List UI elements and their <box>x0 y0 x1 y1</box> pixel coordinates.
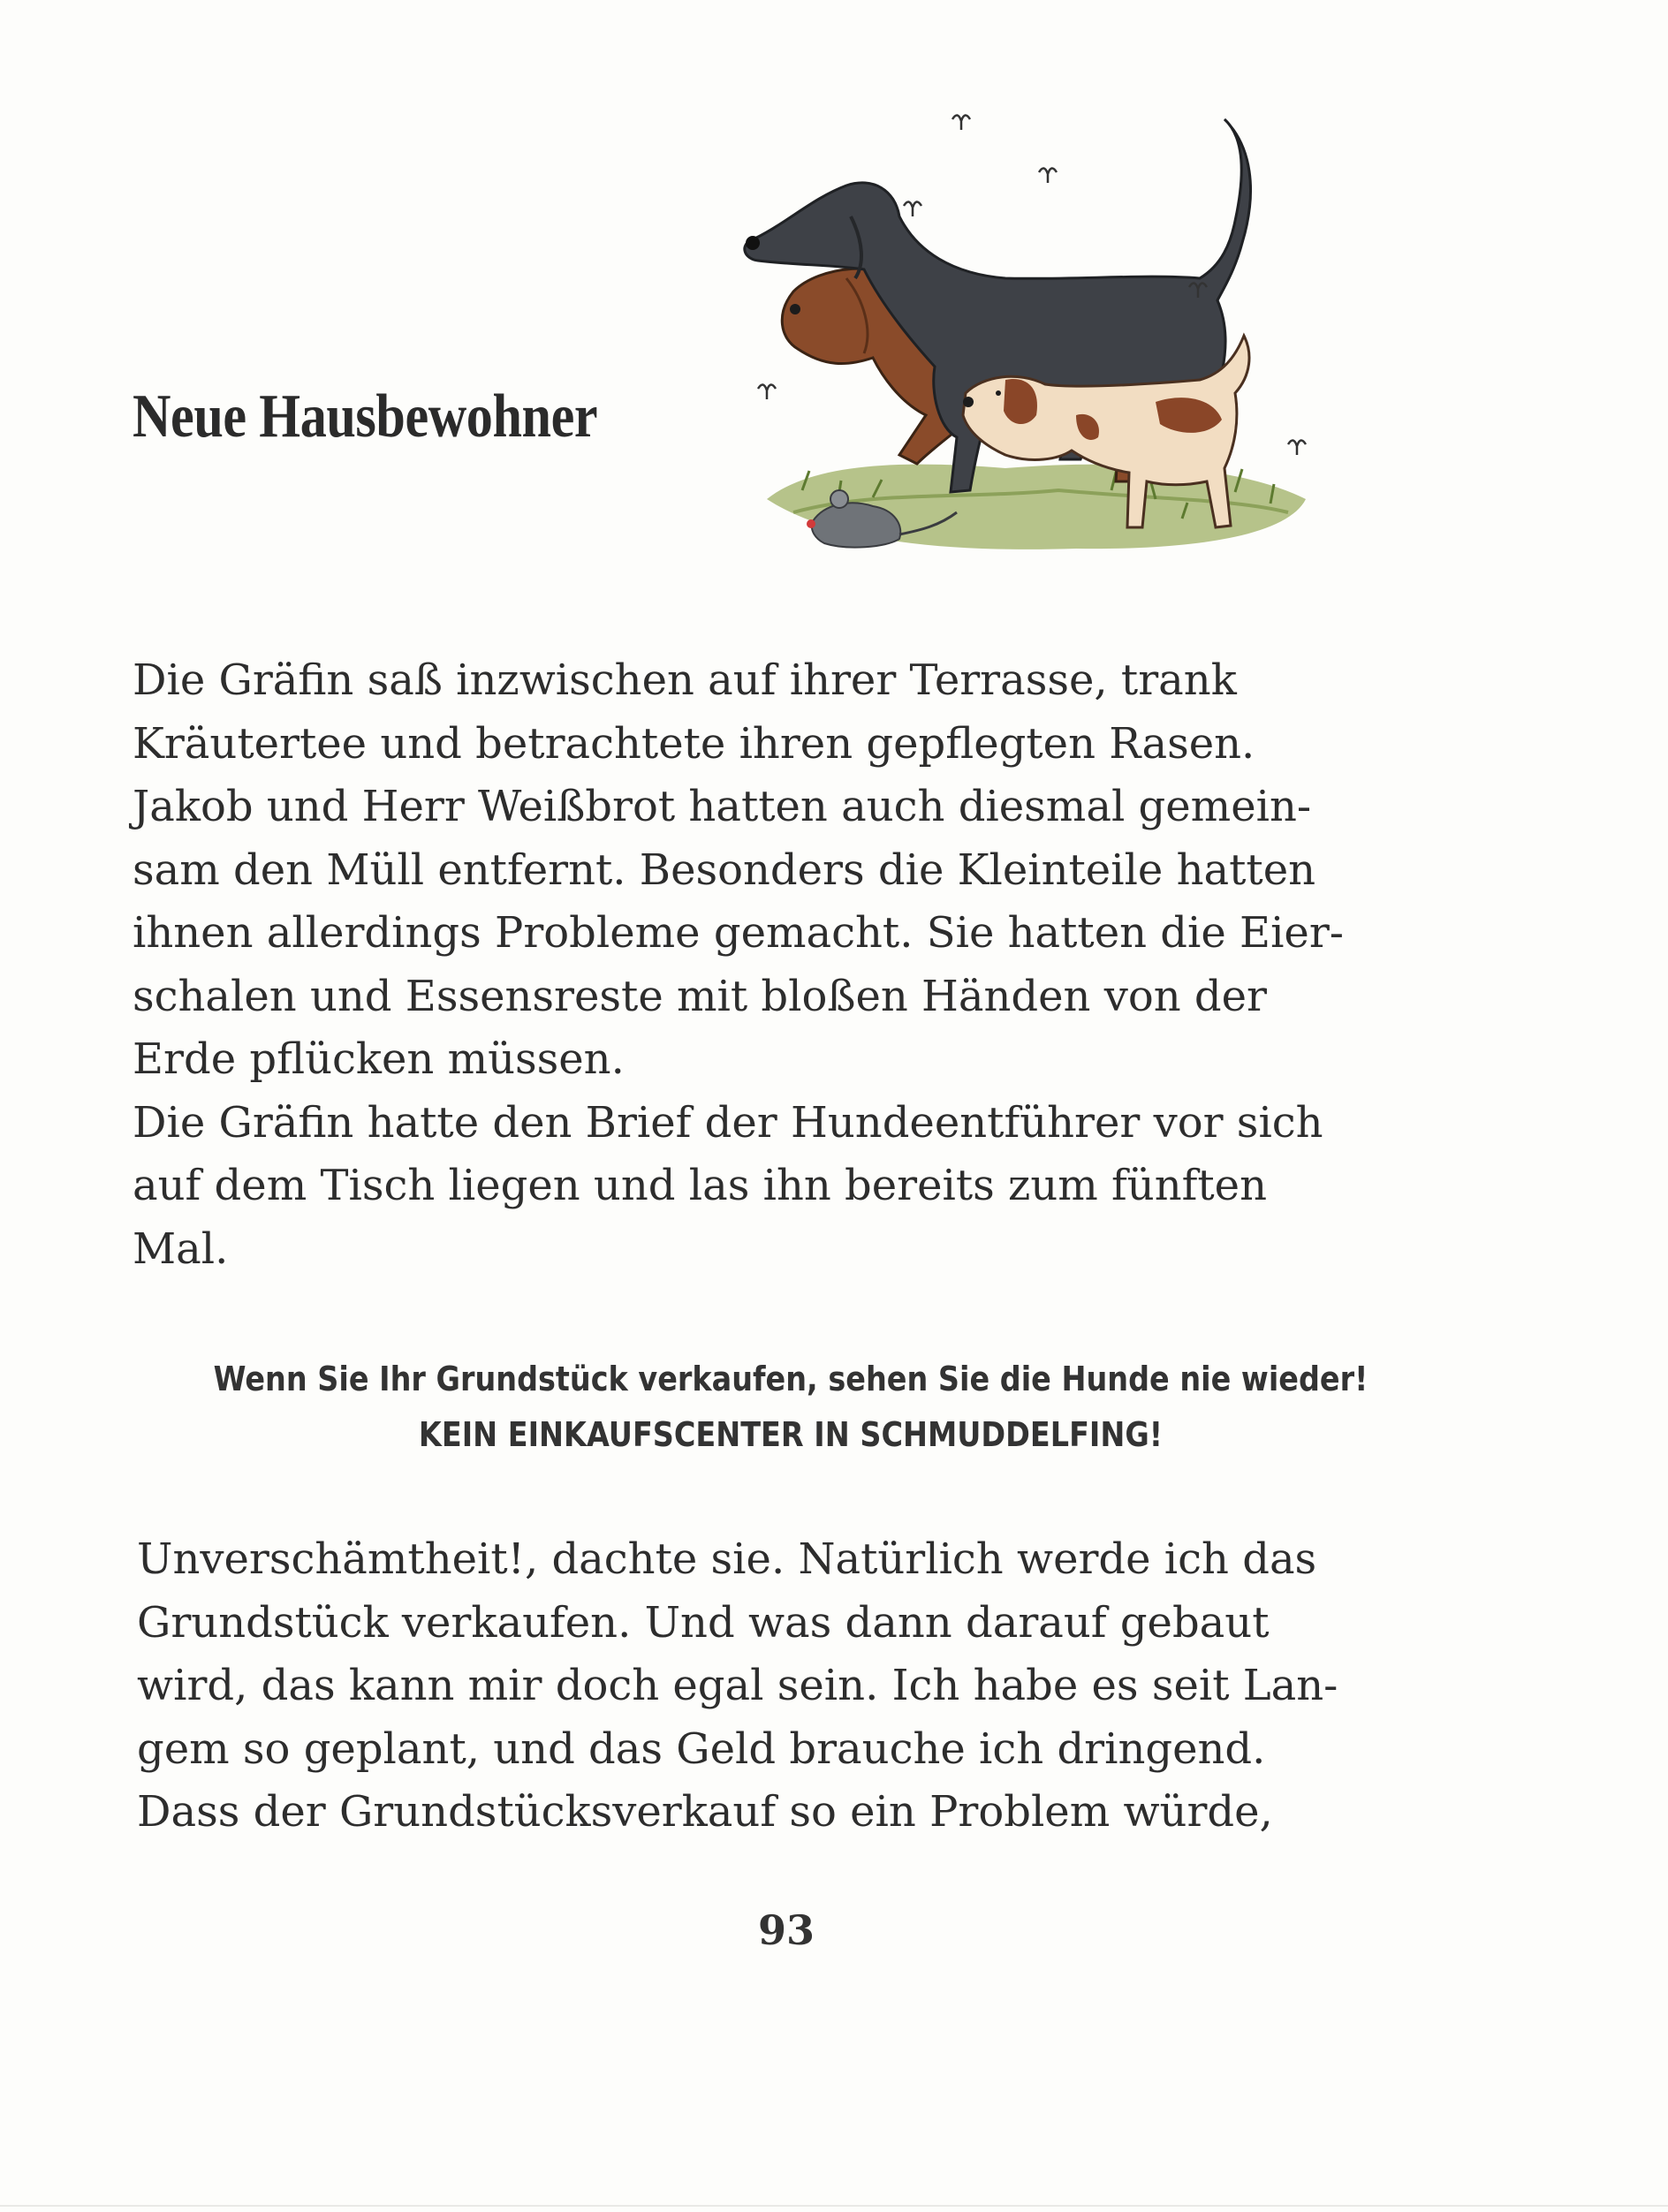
paragraph-line: schalen und Essensreste mit bloßen Händen von der <box>133 971 1267 1021</box>
paragraph-line: Die Gräfin hatte den Brief der Hundeentführer vor sich <box>133 1097 1323 1148</box>
paragraph-line: Erde pflücken müssen. <box>133 1034 625 1084</box>
paragraph-line: sam den Müll entfernt. Besonders die Kleinteile hatten <box>133 845 1316 895</box>
kidnapper-letter <box>133 1352 1449 1463</box>
paragraph-line: gem so geplant, und das Geld brauche ich dringend. <box>137 1723 1266 1774</box>
paragraph-line: ihnen allerdings Probleme gemacht. Sie hatten die Eier- <box>133 908 1344 958</box>
paragraph-line: Mal. <box>133 1223 229 1274</box>
paragraph-line: Jakob und Herr Weißbrot hatten auch diesmal gemein- <box>133 782 1312 831</box>
dogs-and-mouse-illustration <box>740 110 1323 587</box>
page-edge-shadow <box>0 2205 1668 2207</box>
paragraph-line: Die Gräfin saß inzwischen auf ihrer Terrasse, trank <box>133 655 1237 705</box>
letter-line: KEIN EINKAUFSCENTER IN SCHMUDDELFING! <box>418 1415 1164 1454</box>
paragraph-line: Grundstück verkaufen. Und was dann darauf gebaut <box>137 1597 1270 1648</box>
paragraph-line: Unverschämtheit!, dachte sie. Natürlich werde ich das <box>137 1534 1317 1584</box>
page-number: 93 <box>757 1906 815 1954</box>
paragraph-1 <box>133 649 1422 1281</box>
paragraph-line: wird, das kann mir doch egal sein. Ich habe es seit Lan- <box>137 1661 1338 1710</box>
chapter-title: Neue Hausbewohner <box>133 383 598 451</box>
letter-line: Wenn Sie Ihr Grundstück verkaufen, sehen Sie die Hunde nie wieder! <box>213 1360 1369 1398</box>
paragraph-line: Dass der Grundstücksverkauf so ein Problem würde, <box>137 1787 1273 1837</box>
paragraph-2 <box>137 1528 1427 1845</box>
paragraph-line: auf dem Tisch liegen und las ihn bereits zum fünften <box>133 1161 1267 1210</box>
paragraph-line: Kräutertee und betrachtete ihren gepflegten Rasen. <box>133 718 1255 769</box>
